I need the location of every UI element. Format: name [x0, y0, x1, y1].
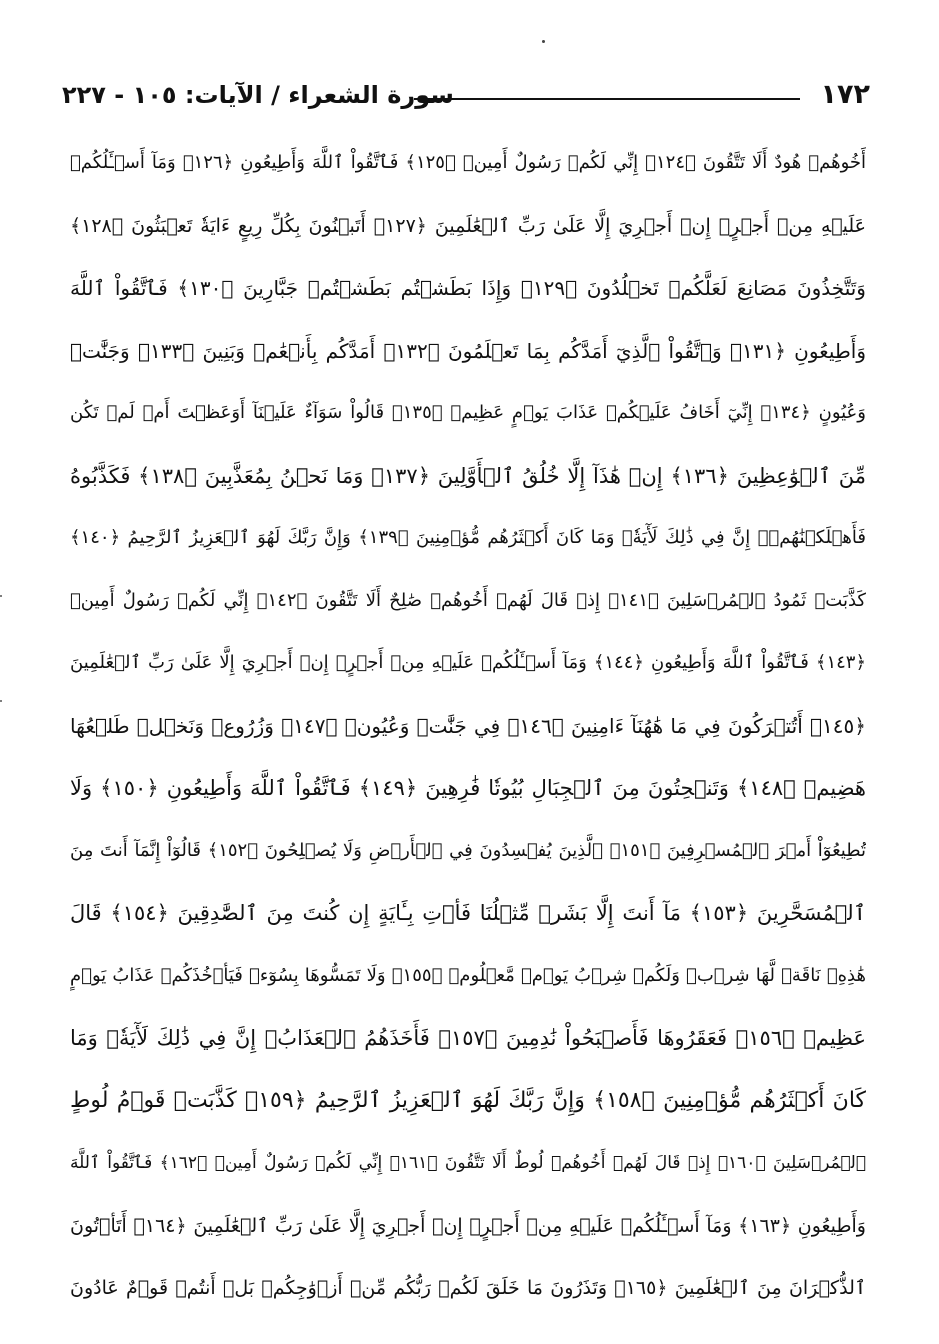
quran-text-block: [70, 132, 866, 1320]
text-line: وَأَطِيعُونِ ﴿١٣١﴾ وَٱتَّقُواْ ٱلَّذِيٓ أَمَدَّكُم بِمَا تَعۡلَمُونَ ﴿١٣٢﴾ أَمَدَّكُم بِأَنۡعَٰمٖ وَبَنِينَ ﴿١٣٣﴾ وَجَنَّٰتٖ: [70, 338, 866, 363]
running-title: سورة الشعراء / الآيات: ١٠٥ - ٢٢٧: [62, 81, 454, 109]
text-line: عَظِيمٖ ﴿١٥٦﴾ فَعَقَرُوهَا فَأَصۡبَحُواْ نَٰدِمِينَ ﴿١٥٧﴾ فَأَخَذَهُمُ ٱلۡعَذَابُۚ إِنَّ فِي ذَٰلِكَ لَأٓيَةٗۖ وَمَا: [70, 1026, 866, 1050]
text-line: وَتَتَّخِذُونَ مَصَانِعَ لَعَلَّكُمۡ تَخۡلُدُونَ ﴿١٢٩﴾ وَإِذَا بَطَشۡتُم بَطَشۡتُمۡ جَبَّارِينَ ﴿١٣٠﴾ فَٱتَّقُواْ ٱللَّهَ: [70, 276, 866, 300]
text-line: ﴿١٤٣﴾ فَٱتَّقُواْ ٱللَّهَ وَأَطِيعُونِ ﴿١٤٤﴾ وَمَآ أَسۡـَٔلُكُمۡ عَلَيۡهِ مِنۡ أَجۡرٍۖ إِنۡ أَجۡرِيَ إِلَّا عَلَىٰ رَبِّ ٱلۡعَٰلَمِينَ: [70, 652, 866, 673]
text-line: ٱلۡمُرۡسَلِينَ ﴿١٦٠﴾ إِذۡ قَالَ لَهُمۡ أَخُوهُمۡ لُوطٌ أَلَا تَتَّقُونَ ﴿١٦١﴾ إِنِّي لَكُمۡ رَسُولٌ أَمِينٞ ﴿١٦٢﴾ فَٱتَّقُواْ ٱللَّهَ: [70, 1153, 866, 1173]
text-line: ﴿١٤٥﴾ أَتُتۡرَكُونَ فِي مَا هَٰهُنَآ ءَامِنِينَ ﴿١٤٦﴾ فِي جَنَّٰتٖ وَعُيُونٖ ﴿١٤٧﴾ وَزُرُوعٖ وَنَخۡلٖ طَلۡعُهَا: [70, 713, 866, 738]
text-line: ٱلۡمُسَحَّرِينَ ﴿١٥٣﴾ مَآ أَنتَ إِلَّا بَشَرٞ مِّثۡلُنَا فَأۡتِ بِـَٔايَةٍ إِن كُنتَ مِنَ ٱلصَّٰدِقِينَ ﴿١٥٤﴾ قَالَ: [70, 901, 866, 925]
page-number: ١٧٢: [820, 79, 870, 110]
text-line: وَأَطِيعُونِ ﴿١٦٣﴾ وَمَآ أَسۡـَٔلُكُمۡ عَلَيۡهِ مِنۡ أَجۡرٍۖ إِنۡ أَجۡرِيَ إِلَّا عَلَىٰ رَبِّ ٱلۡعَٰلَمِينَ ﴿١٦٤﴾ أَتَأۡتُونَ: [70, 1214, 866, 1237]
text-line: عَلَيۡهِ مِنۡ أَجۡرٍۖ إِنۡ أَجۡرِيَ إِلَّا عَلَىٰ رَبِّ ٱلۡعَٰلَمِينَ ﴿١٢٧﴾ أَتَبۡنُونَ بِكُلِّ رِيعٍ ءَايَةٗ تَعۡبَثُونَ ﴿١٢٨﴾: [70, 214, 866, 237]
text-line: كَذَّبَتۡ ثَمُودُ ٱلۡمُرۡسَلِينَ ﴿١٤١﴾ إِذۡ قَالَ لَهُمۡ أَخُوهُمۡ صَٰلِحٌ أَلَا تَتَّقُونَ ﴿١٤٢﴾ إِنِّي لَكُمۡ رَسُولٌ أَمِينٞ: [70, 589, 866, 611]
text-line: هَٰذِهِۦ نَاقَةٞ لَّهَا شِرۡبٞ وَلَكُمۡ شِرۡبُ يَوۡمٖ مَّعۡلُومٖ ﴿١٥٥﴾ وَلَا تَمَسُّوهَا بِسُوٓءٖ فَيَأۡخُذَكُمۡ عَذَابُ يَوۡمٍ: [70, 964, 866, 986]
stray-ink-dot: [542, 40, 545, 43]
text-line: مِّنَ ٱلۡوَٰعِظِينَ ﴿١٣٦﴾ إِنۡ هَٰذَآ إِلَّا خُلُقُ ٱلۡأَوَّلِينَ ﴿١٣٧﴾ وَمَا نَحۡنُ بِمُعَذَّبِينَ ﴿١٣٨﴾ فَكَذَّبُوهُ: [70, 463, 866, 488]
text-line: أَخُوهُمۡ هُودٌ أَلَا تَتَّقُونَ ﴿١٢٤﴾ إِنِّي لَكُمۡ رَسُولٌ أَمِينٞ ﴿١٢٥﴾ فَٱتَّقُواْ ٱللَّهَ وَأَطِيعُونِ ﴿١٢٦﴾ وَمَآ أَسۡـَٔلُكُمۡ: [70, 152, 866, 173]
margin-ink-dot: [0, 595, 2, 597]
text-line: هَضِيمٞ ﴿١٤٨﴾ وَتَنۡحِتُونَ مِنَ ٱلۡجِبَالِ بُيُوتٗا فَٰرِهِينَ ﴿١٤٩﴾ فَٱتَّقُواْ ٱللَّهَ وَأَطِيعُونِ ﴿١٥٠﴾ وَلَا: [70, 776, 866, 800]
text-line: وَعُيُونٍ ﴿١٣٤﴾ إِنِّيٓ أَخَافُ عَلَيۡكُمۡ عَذَابَ يَوۡمٍ عَظِيمٖ ﴿١٣٥﴾ قَالُواْ سَوَآءٌ عَلَيۡنَآ أَوَعَظۡتَ أَمۡ لَمۡ تَكُن: [70, 402, 866, 423]
text-line: كَانَ أَكۡثَرُهُم مُّؤۡمِنِينَ ﴿١٥٨﴾ وَإِنَّ رَبَّكَ لَهُوَ ٱلۡعَزِيزُ ٱلرَّحِيمُ ﴿١٥٩﴾ كَذَّبَتۡ قَوۡمُ لُوطٍ: [70, 1087, 866, 1113]
page-header: [62, 76, 870, 116]
text-line: تُطِيعُوٓاْ أَمۡرَ ٱلۡمُسۡرِفِينَ ﴿١٥١﴾ ٱلَّذِينَ يُفۡسِدُونَ فِي ٱلۡأَرۡضِ وَلَا يُصۡلِحُونَ ﴿١٥٢﴾ قَالُوٓاْ إِنَّمَآ أَنتَ مِنَ: [70, 839, 866, 861]
header-rule: [414, 98, 800, 100]
margin-ink-dot: [0, 700, 2, 702]
text-line: ٱلذُّكۡرَانَ مِنَ ٱلۡعَٰلَمِينَ ﴿١٦٥﴾ وَتَذَرُونَ مَا خَلَقَ لَكُمۡ رَبُّكُم مِّنۡ أَزۡوَٰجِكُمۚ بَلۡ أَنتُمۡ قَوۡمٌ عَادُونَ: [70, 1277, 866, 1299]
text-line: فَأَهۡلَكۡنَٰهُمۡۚ إِنَّ فِي ذَٰلِكَ لَأٓيَةٗۖ وَمَا كَانَ أَكۡثَرُهُم مُّؤۡمِنِينَ ﴿١٣٩﴾ وَإِنَّ رَبَّكَ لَهُوَ ٱلۡعَزِيزُ ٱلرَّحِيمُ ﴿١٤٠﴾: [70, 527, 866, 548]
